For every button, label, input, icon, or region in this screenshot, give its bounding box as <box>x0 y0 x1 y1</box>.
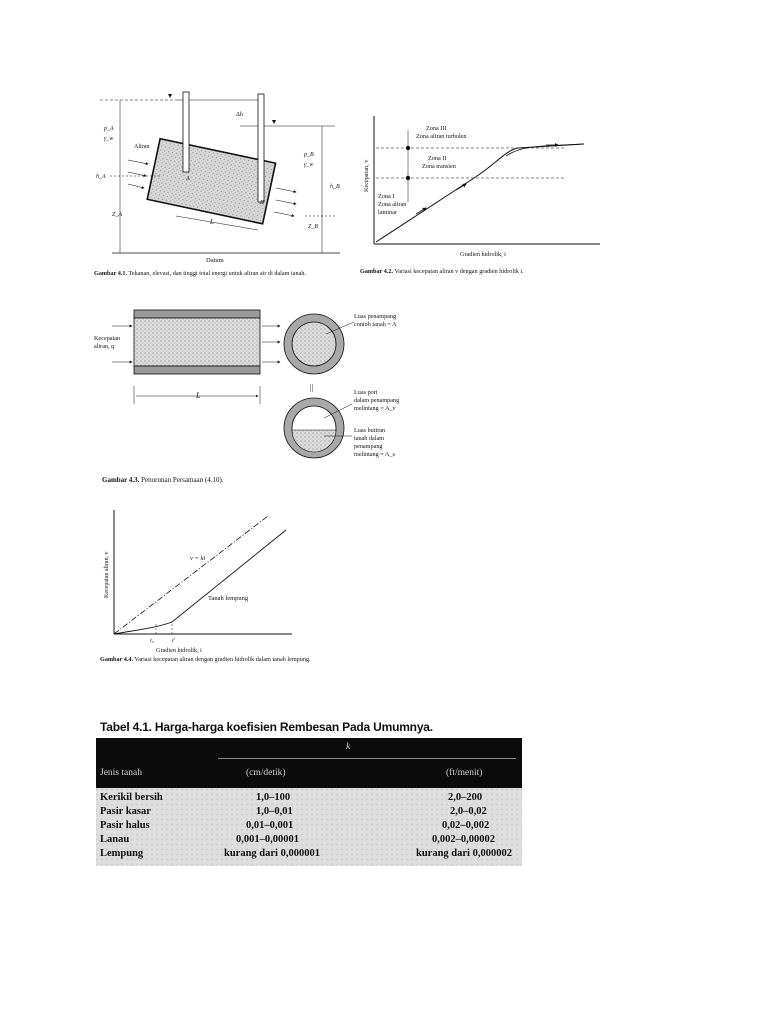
table-row <box>96 792 522 805</box>
table-4-1 <box>96 738 522 866</box>
figure-4-4-caption-number: Gambar 4.4. <box>100 656 134 663</box>
cell-jenis: Lanau <box>100 834 130 845</box>
label-penampang: penampang <box>354 443 383 450</box>
label-hb: h_B <box>330 184 340 190</box>
cell-cm: 0,01–0,001 <box>246 820 294 831</box>
figure-4-3-caption-number: Gambar 4.3. <box>102 476 140 484</box>
label-zb: Z_B <box>308 224 319 230</box>
cell-ft: 0,02–0,002 <box>442 820 490 831</box>
figure-4-4-chart <box>96 504 296 656</box>
cell-jenis: Pasir kasar <box>100 806 151 817</box>
table-row <box>96 820 522 833</box>
label-tanah-lempung: Tanah lempung <box>208 595 249 602</box>
x-axis-label: Gradien hidrolik, i <box>460 251 506 258</box>
figure-4-1-caption <box>94 270 306 278</box>
cell-cm: 1,0–0,01 <box>256 806 293 817</box>
label-contoh-tanah: contoh tanah = A <box>354 321 397 328</box>
figure-4-4-caption <box>100 656 311 664</box>
label-ha: h_A <box>96 174 106 180</box>
label-tanah-dalam: tanah dalam <box>354 435 385 442</box>
label-i-prime: i' <box>172 638 175 644</box>
label-zona-1: Zona I <box>378 193 395 200</box>
label-length-l: L <box>210 218 214 226</box>
label-za: Z_A <box>112 212 123 218</box>
cell-ft: 0,002–0,00002 <box>432 834 495 845</box>
label-luas-butiran: Luas butiran <box>354 427 386 434</box>
figure-4-2-caption-text: Variasi kecepatan aliran v dengan gradien hidrolik i. <box>394 268 524 275</box>
figure-4-3-caption <box>102 476 224 484</box>
label-pa: p_A <box>104 126 114 132</box>
y-axis-label: Kecepatan, v <box>363 159 370 192</box>
label-zona-1-desc: Zona aliran <box>378 201 407 208</box>
table-row <box>96 848 522 861</box>
label-luas-penampang: Luas penampang <box>354 313 397 320</box>
table-row <box>96 834 522 847</box>
label-zona-1-laminar: laminar <box>378 209 397 216</box>
label-length-l-2: L <box>196 391 201 400</box>
label-v-ki: v = ki <box>190 555 206 562</box>
label-dalam-penampang: dalam penampang <box>354 397 400 404</box>
cell-ft: 2,0–0,02 <box>450 806 487 817</box>
label-aliran-q: aliran, q <box>94 343 115 350</box>
header-cm-per-detik: (cm/detik) <box>246 768 286 778</box>
label-gamma-w-a: γ_w <box>104 136 114 142</box>
figure-4-1-diagram <box>90 88 350 266</box>
figure-4-1-caption-text: Tekanan, elevasi, dan tinggi total energi untuk aliran air di dalam tanah. <box>128 270 306 277</box>
header-jenis-tanah: Jenis tanah <box>100 768 142 778</box>
cell-ft: kurang dari 0,000002 <box>416 848 512 859</box>
label-zona-2-desc: Zona transien <box>422 163 456 170</box>
cell-ft: 2,0–200 <box>448 792 483 803</box>
header-divider <box>218 758 516 759</box>
label-luas-pori: Luas pori <box>354 389 378 396</box>
figure-4-2-caption-number: Gambar 4.2. <box>360 268 394 275</box>
figure-4-2-caption <box>360 268 524 276</box>
label-zona-3-desc: Zona aliran turbulen <box>416 133 467 140</box>
cell-cm: kurang dari 0,000001 <box>224 848 320 859</box>
figure-4-3-diagram <box>92 300 462 468</box>
label-point-a: A <box>186 176 190 182</box>
cell-cm: 1,0–100 <box>256 792 291 803</box>
label-datum: Datum <box>206 257 224 264</box>
y-axis-label-4-4: Kecepatan aliran, v <box>104 551 110 598</box>
label-melintang-as: melintang = A_s <box>354 451 395 458</box>
table-row <box>96 806 522 819</box>
label-pb: p_B <box>304 152 314 158</box>
table-4-1-title: Tabel 4.1. Harga-harga koefisien Rembesan Pada Umumnya. <box>100 720 433 734</box>
label-i0: i₀ <box>150 638 154 644</box>
cell-cm: 0,001–0,00001 <box>236 834 299 845</box>
figure-4-2-chart <box>356 112 606 262</box>
cell-jenis: Lempung <box>100 848 144 859</box>
label-aliran: Aliran <box>134 144 150 150</box>
label-melintang-av: melintang = A_v <box>354 405 396 412</box>
x-axis-label-4-4: Gradien hidrolik, i <box>156 647 202 654</box>
figure-4-4-caption-text: Variasi kecepatan aliran dengan gradien hidrolik dalam tanah lempung. <box>134 656 311 663</box>
cell-jenis: Pasir halus <box>100 820 150 831</box>
header-ft-per-menit: (ft/menit) <box>446 768 483 778</box>
label-point-b: B <box>260 200 264 206</box>
label-equals: || <box>310 383 314 392</box>
table-header <box>96 738 522 788</box>
label-zona-2: Zona II <box>428 155 447 162</box>
figure-4-3-caption-text: Penurunan Persamaan (4.10). <box>141 476 224 484</box>
label-gamma-w-b: γ_w <box>304 162 314 168</box>
figure-4-1-caption-number: Gambar 4.1. <box>94 270 128 277</box>
label-kecepatan: Kecepatan <box>94 335 121 342</box>
cell-jenis: Kerikil bersih <box>100 792 163 803</box>
table-body <box>96 788 522 866</box>
header-k: k <box>346 742 351 752</box>
label-zona-3: Zona III <box>426 125 447 132</box>
label-delta-h: Δh <box>236 112 243 118</box>
